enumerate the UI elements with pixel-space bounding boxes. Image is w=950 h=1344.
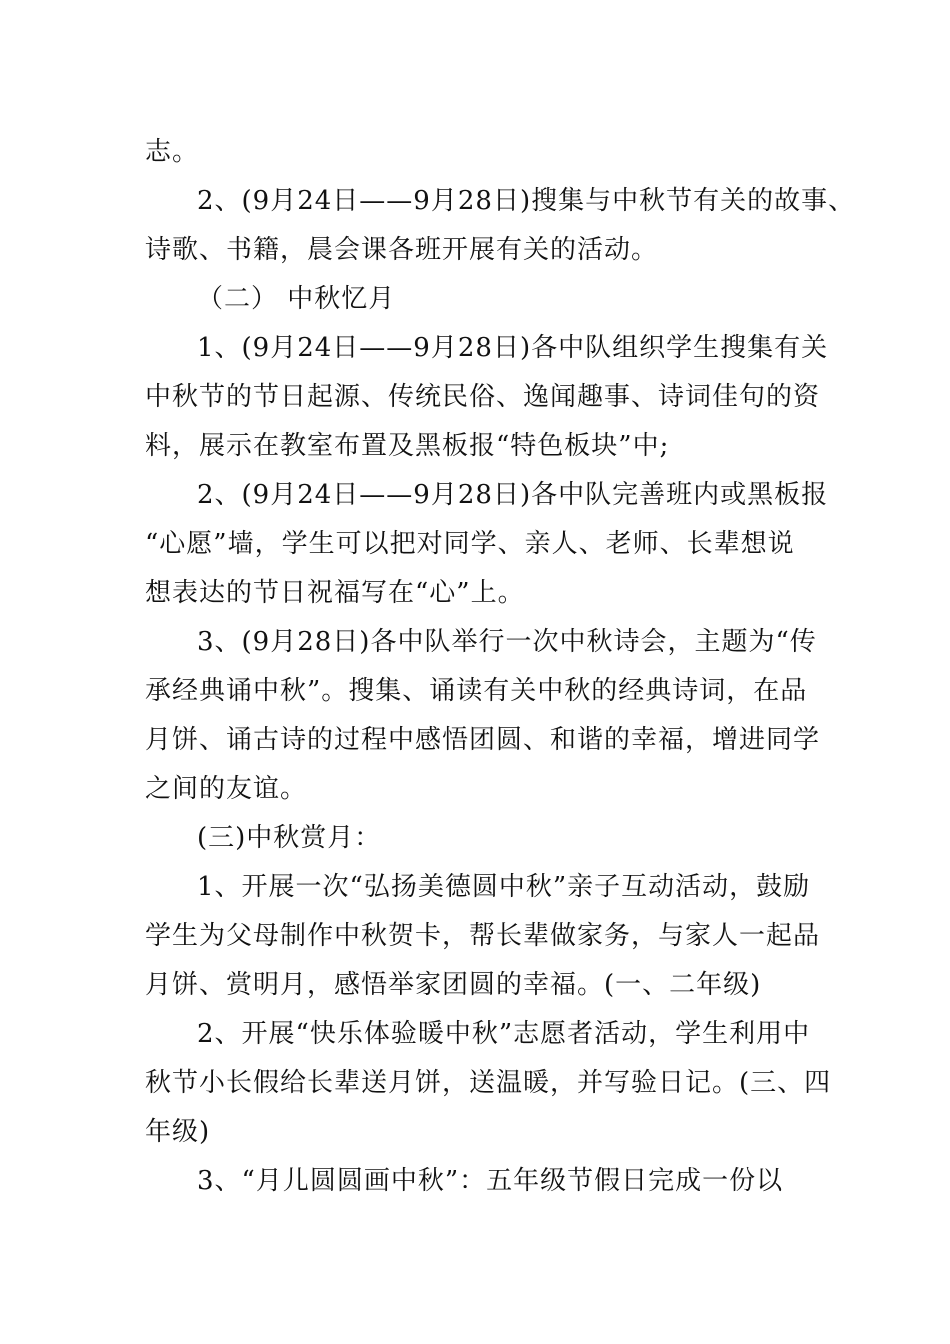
text-line-18: 月饼、赏明月，感悟举家团圆的幸福。(一、二年级) (145, 970, 762, 1000)
section-heading-3: (三)中秋赏月： (197, 823, 382, 853)
text-line-9: “心愿”墙，学生可以把对同学、亲人、老师、长辈想说 (145, 529, 795, 559)
text-line-2: 2、(9月24日——9月28日)搜集与中秋节有关的故事、 (197, 186, 856, 216)
text-line-22: 3、“月儿圆圆画中秋”：五年级节假日完成一份以 (197, 1166, 784, 1196)
text-line-14: 之间的友谊。 (145, 774, 308, 804)
document-page (145, 128, 856, 1206)
text-line-7: 料，展示在教室布置及黑板报“特色板块”中; (145, 431, 670, 461)
text-line-3: 诗歌、书籍，晨会课各班开展有关的活动。 (145, 235, 659, 265)
text-line-10: 想表达的节日祝福写在“心”上。 (145, 578, 525, 608)
text-line-20: 秋节小长假给长辈送月饼，送温暖，并写验日记。(三、四 (145, 1068, 832, 1098)
text-line-12: 承经典诵中秋”。搜集、诵读有关中秋的经典诗词，在品 (145, 676, 808, 706)
text-line-21: 年级) (145, 1117, 211, 1147)
text-line-8: 2、(9月24日——9月28日)各中队完善班内或黑板报 (197, 480, 829, 510)
text-line-19: 2、开展“快乐体验暖中秋”志愿者活动，学生利用中 (197, 1019, 811, 1049)
text-line-16: 1、开展一次“弘扬美德圆中秋”亲子互动活动，鼓励 (197, 872, 811, 902)
text-line-5: 1、(9月24日——9月28日)各中队组织学生搜集有关 (197, 333, 829, 363)
text-line-17: 学生为父母制作中秋贺卡，帮长辈做家务，与家人一起品 (145, 921, 821, 951)
text-line-13: 月饼、诵古诗的过程中感悟团圆、和谐的幸福，增进同学 (145, 725, 821, 755)
text-line-11: 3、(9月28日)各中队举行一次中秋诗会，主题为“传 (197, 627, 817, 657)
section-heading-2: （二） 中秋忆月 (197, 284, 396, 314)
text-line-6: 中秋节的节日起源、传统民俗、逸闻趣事、诗词佳句的资 (145, 382, 821, 412)
text-line-1: 志。 (145, 137, 200, 167)
